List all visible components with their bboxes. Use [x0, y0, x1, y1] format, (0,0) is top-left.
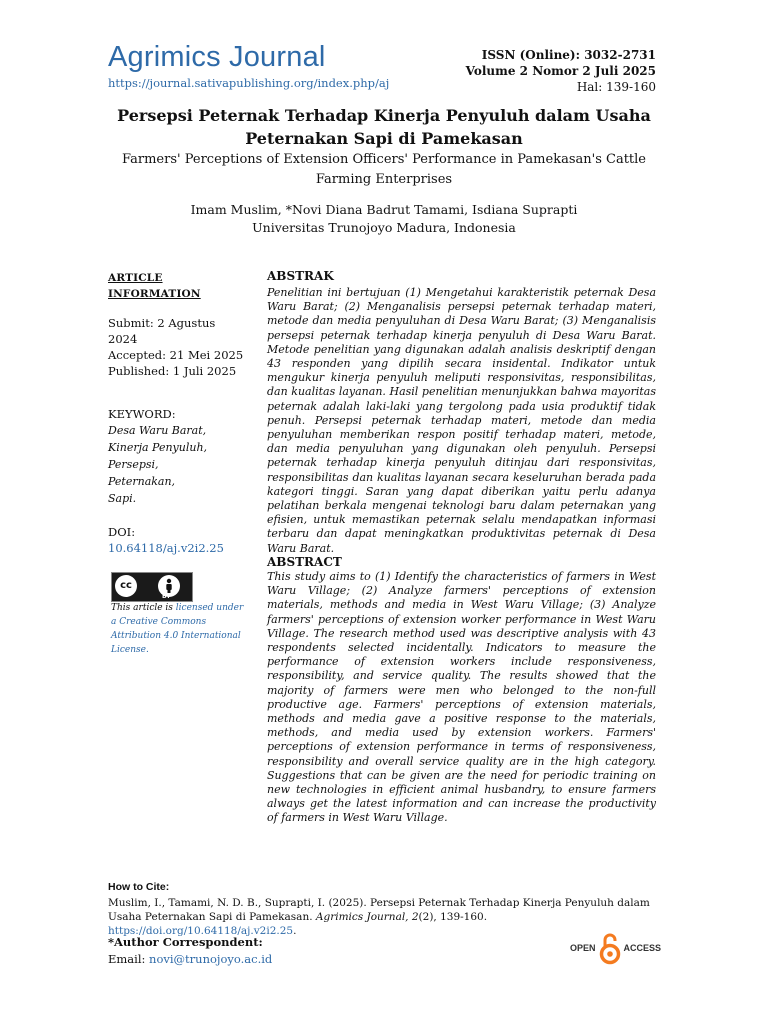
article-info-sidebar — [108, 270, 248, 556]
accepted-date: Accepted: 21 Mei 2025 — [108, 348, 244, 362]
journal-url-link[interactable]: https://journal.sativapublishing.org/index.php/aj — [108, 76, 390, 90]
authors: Imam Muslim, *Novi Diana Badrut Tamami, Isdiana Suprapti — [190, 202, 578, 217]
cite-doi-link[interactable]: https://doi.org/10.64118/aj.v2i2.25 — [108, 925, 294, 937]
author-correspondent — [108, 934, 272, 968]
abstract-heading: ABSTRACT — [267, 555, 342, 569]
article-title-indonesian — [108, 104, 660, 150]
abstrak-heading: ABSTRAK — [267, 269, 334, 283]
abstract-section — [267, 555, 656, 826]
author-block — [108, 201, 660, 237]
cite-body: Muslim, I., Tamami, N. D. B., Suprapti, I. (2025). Persepsi Peternak Terhadap Kinerja Penyuluh dalam Usaha Peternakan Sapi di Pamekasan. — [108, 897, 650, 923]
cite-journal: Agrimics Journal, 2 — [315, 911, 419, 923]
article-info-heading: ARTICLE INFORMATION — [108, 272, 201, 300]
correspondent-label: *Author Correspondent: — [108, 935, 263, 949]
published-date: Published: 1 Juli 2025 — [108, 364, 237, 378]
license-prefix: This article is — [111, 603, 176, 613]
doi-link[interactable]: 10.64118/aj.v2i2.25 — [108, 541, 224, 555]
doi-label: DOI: — [108, 525, 136, 539]
email-label: Email: — [108, 952, 150, 966]
article-title-english — [108, 150, 660, 190]
cite-label: How to Cite: — [108, 881, 170, 893]
license-note — [111, 601, 251, 657]
keyword-item: Persepsi, — [108, 458, 159, 471]
keyword-item: Sapi. — [108, 492, 137, 505]
volume: Volume 2 Nomor 2 Juli 2025 — [465, 64, 656, 78]
open-access-right: ACCESS — [623, 943, 662, 953]
license-link[interactable]: licensed under a Creative Commons Attribution 4.0 International License. — [111, 603, 244, 655]
title-id-line2: Peternakan Sapi di Pamekasan — [245, 129, 523, 148]
open-lock-icon — [599, 931, 621, 965]
keyword-label: KEYWORD: — [108, 407, 176, 421]
pages: Hal: 139-160 — [576, 80, 656, 94]
keyword-list — [108, 422, 248, 507]
keyword-item: Kinerja Penyuluh, — [108, 441, 208, 454]
correspondent-email-link[interactable]: novi@trunojoyo.ac.id — [149, 952, 273, 966]
abstract-text: This study aims to (1) Identify the characteristics of farmers in West Waru Village; (2) Analyze farmers' perceptions of extension materials, methods and media in West Waru Village; (3) Analyze farmers' perceptions of extension worker performance in West Waru Village. The research method used was descriptive analysis with 43 respondents selected incidentally. Indicators to measure the performance of extension workers include responsiveness, responsibility, and service quality. The results showed that the majority of farmers were men who belonged to the non-full productive age. Farmers' perceptions of extension materials, methods and media gave a positive response to the materials, methods, and media used by extension workers. Farmers' perceptions of extension performance in terms of responsiveness, responsibility and overall service quality are in the high category. Suggestions that can be given are the need for periodic training on new technologies in efficient animal husbandry, to ensure farmers always get the latest information and can increase the productivity of farmers in West Waru Village. — [267, 570, 656, 825]
open-access-left: OPEN — [570, 943, 596, 953]
issn: ISSN (Online): 3032-2731 — [481, 48, 656, 62]
cc-icon: cc — [115, 575, 137, 597]
journal-title: Agrimics Journal — [108, 41, 326, 73]
title-en-line2: Farming Enterprises — [315, 172, 453, 187]
cc-by-label: BY — [162, 593, 171, 600]
keyword-item: Peternakan, — [108, 475, 176, 488]
cite-issue: (2), 139-160. — [418, 911, 488, 923]
affiliation: Universitas Trunojoyo Madura, Indonesia — [252, 220, 516, 235]
how-to-cite — [108, 880, 658, 938]
correspondent-email-row — [108, 951, 272, 968]
title-en-line1: Farmers' Perceptions of Extension Officers' Performance in Pamekasan's Cattle — [122, 152, 646, 167]
keyword-item: Desa Waru Barat, — [108, 424, 207, 437]
abstrak-text: Penelitian ini bertujuan (1) Mengetahui karakteristik peternak Desa Waru Barat; (2) Menganalisis persepsi peternak terhadap materi, metode dan media penyuluhan di Desa Waru Barat; (3) Menganalisis persepsi peternak terhadap kinerja penyuluh di Desa Waru Barat. Metode penelitian yang digunakan adalah analisis deskriptif dengan 43 responden yang dipilih secara insidental. Indikator untuk mengukur kinerja penyuluh meliputi responsivitas, responsibilitas, dan kualitas layanan. Hasil penelitian menunjukkan bahwa mayoritas peternak adalah laki-laki yang tergolong pada usia produktif tidak penuh. Persepsi peternak terhadap materi, metode dan media penyuluhan memberikan respon positif terhadap materi, metode, dan media penyuluhan yang digunakan oleh penyuluh. Persepsi peternak terhadap kinerja penyuluh ditinjau dari responsivitas, responsibilitas dan kualitas layanan secara keseluruhan berada pada kategori tinggi. Saran yang dapat diberikan yaitu perlu adanya pelatihan berkala mengenai teknologi baru dalam peternakan yang efisien, untuk memastikan peternak selalu mendapatkan informasi terbaru dan dapat meningkatkan produktivitas peternak di Desa Waru Barat. — [267, 286, 656, 555]
issn-block — [466, 47, 656, 95]
abstrak-section — [267, 269, 656, 556]
cite-end: . — [293, 925, 297, 937]
open-access-logo — [570, 931, 661, 965]
cc-license-badge[interactable] — [111, 572, 193, 602]
title-id-line1: Persepsi Peternak Terhadap Kinerja Penyuluh dalam Usaha — [117, 106, 651, 125]
submit-date: Submit: 2 Agustus 2024 — [108, 316, 216, 346]
